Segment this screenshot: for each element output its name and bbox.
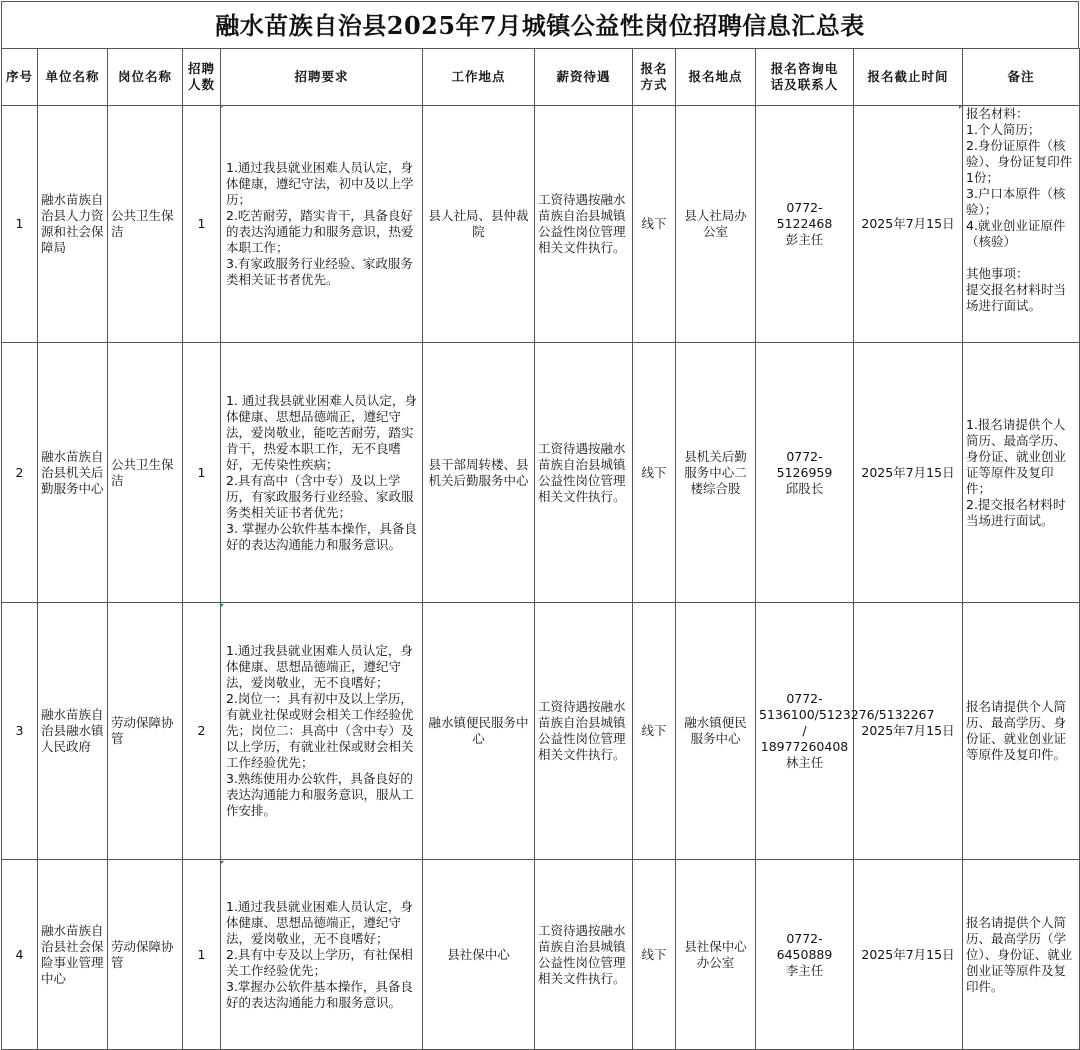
table-row <box>2 860 1080 1050</box>
cell-position: 劳动保障协管 <box>108 860 183 1050</box>
contact-person: 邱股长 <box>785 480 824 496</box>
remark-line: 3.户口本原件（核验）； <box>966 186 1066 217</box>
cell-salary: 工资待遇按融水苗族自治县城镇公益性岗位管理相关文件执行。 <box>535 603 633 860</box>
recruitment-sheet <box>1 1 1079 1048</box>
cell-contact <box>756 860 854 1050</box>
requirement-line: 2.具有中专及以上学历，有社保相关工作经验优先； <box>226 946 413 978</box>
cell-position: 公共卫生保洁 <box>108 106 183 343</box>
cell-requirements <box>221 343 423 603</box>
cell-seq: 4 <box>2 860 38 1050</box>
remark-line: 1.报名请提供个人简历、最高学历、身份证、就业创业证等原件及复印件； <box>966 416 1067 496</box>
header-count-line1: 招聘 <box>187 61 215 76</box>
header-contact-line2: 话及联系人 <box>770 77 839 92</box>
cell-contact <box>756 106 854 343</box>
cell-deadline: 2025年7月15日 <box>854 860 963 1050</box>
page-title: 融水苗族自治县2025年7月城镇公益性岗位招聘信息汇总表 <box>1 1 1079 48</box>
cell-count: 1 <box>183 106 221 343</box>
header-position: 岗位名称 <box>108 49 183 106</box>
requirement-line: 3.熟练使用办公软件，具备良好的表达沟通能力和服务意识，服从工作安排。 <box>226 771 414 818</box>
header-row <box>2 49 1080 106</box>
cell-method: 线下 <box>633 603 676 860</box>
remark-line: 其他事项： <box>966 266 1029 281</box>
header-remarks: 备注 <box>963 49 1080 106</box>
remark-line: 报名请提供个人简历、最高学历、身份证、就业创业证等原件及复印件。 <box>966 699 1067 762</box>
requirement-line: 2.吃苦耐劳，踏实肯干，具备良好的表达沟通能力和服务意识，热爱本职工作； <box>226 208 414 255</box>
cell-location: 县人社局、县仲裁院 <box>423 106 535 343</box>
header-deadline: 报名截止时间 <box>854 49 963 106</box>
contact-person: 李主任 <box>785 962 824 978</box>
comment-marker-icon <box>220 105 224 109</box>
header-contact-line1: 报名咨询电 <box>770 61 839 76</box>
cell-location: 县社保中心 <box>423 860 535 1050</box>
cell-location: 融水镇便民服务中心 <box>423 603 535 860</box>
header-seq: 序号 <box>2 49 38 106</box>
comment-marker-icon <box>959 105 963 109</box>
header-method <box>633 49 676 106</box>
cell-requirements <box>221 603 423 860</box>
requirement-line: 2.具有高中（含中专）及以上学历，有家政服务行业经验、家政服务类相关证书者优先； <box>226 472 414 520</box>
cell-deadline: 2025年7月15日 <box>854 106 963 343</box>
header-salary: 薪资待遇 <box>535 49 633 106</box>
cell-remarks <box>963 860 1080 1050</box>
header-contact <box>756 49 854 106</box>
cell-count: 1 <box>183 343 221 603</box>
cell-reg-place: 县机关后勤服务中心二楼综合股 <box>676 343 756 603</box>
comment-marker-icon <box>220 861 224 865</box>
requirement-line: 1.通过我县就业困难人员认定，身体健康、思想品德端正，遵纪守法，爱岗敬业，无不良嗜好； <box>226 898 413 946</box>
remark-line: 报名材料： <box>966 106 1029 121</box>
requirement-line: 1. 通过我县就业困难人员认定，身体健康、思想品德端正，遵纪守法，爱岗敬业，能吃苦耐劳，踏实肯干，热爱本职工作，无不良嗜好，无传染性疾病； <box>226 392 417 472</box>
cell-method: 线下 <box>633 343 676 603</box>
requirement-line: 1.通过我县就业困难人员认定，身体健康、思想品德端正，遵纪守法，爱岗敬业，无不良嗜好； <box>226 643 413 690</box>
cell-position: 劳动保障协管 <box>108 603 183 860</box>
cell-unit: 融水苗族自治县融水镇人民政府 <box>38 603 108 860</box>
header-reg-place: 报名地点 <box>676 49 756 106</box>
cell-seq: 2 <box>2 343 38 603</box>
header-count <box>183 49 221 106</box>
requirement-line: 2.岗位一：具有初中及以上学历，有就业社保或财会相关工作经验优先；岗位二：具高中（含中专）及以上学历，有就业社保或财会相关工作经验优先； <box>226 691 414 770</box>
header-method-line2: 方式 <box>640 77 668 92</box>
cell-salary: 工资待遇按融水苗族自治县城镇公益性岗位管理相关文件执行。 <box>535 106 633 343</box>
contact-person: 彭主任 <box>785 232 824 247</box>
cell-unit: 融水苗族自治县机关后勤服务中心 <box>38 343 108 603</box>
cell-count: 2 <box>183 603 221 860</box>
requirement-line: 1.通过我县就业困难人员认定，身体健康，遵纪守法，初中及以上学历； <box>226 160 414 207</box>
remark-line: 报名请提供个人简历、最高学历（学位）、身份证、就业创业证等原件及复印件。 <box>966 914 1073 994</box>
cell-location: 县干部周转楼、县机关后勤服务中心 <box>423 343 535 603</box>
cell-salary: 工资待遇按融水苗族自治县城镇公益性岗位管理相关文件执行。 <box>535 860 633 1050</box>
comment-marker-icon <box>220 604 224 608</box>
requirement-line: 3.有家政服务行业经验、家政服务类相关证书者优先。 <box>226 256 413 287</box>
contact-phone: 0772-5126959 <box>776 448 833 480</box>
cell-position: 公共卫生保洁 <box>108 343 183 603</box>
cell-count: 1 <box>183 860 221 1050</box>
cell-method: 线下 <box>633 860 676 1050</box>
requirement-line: 3. 掌握办公软件基本操作，具备良好的表达沟通能力和服务意识。 <box>226 520 417 552</box>
contact-phone: 0772-6450889 <box>776 930 833 962</box>
cell-requirements <box>221 860 423 1050</box>
header-count-line2: 人数 <box>187 77 215 92</box>
cell-remarks <box>963 106 1080 343</box>
remark-line: 2.身份证原件（核验）、身份证复印件1份； <box>966 138 1073 185</box>
contact-phone: 0772-5136100/5123276/5132267 / 18977260408 <box>759 691 935 754</box>
table-row <box>2 343 1080 603</box>
cell-seq: 1 <box>2 106 38 343</box>
remark-line: 4.就业创业证原件（核验） <box>966 218 1066 249</box>
table-row <box>2 106 1080 343</box>
cell-deadline: 2025年7月15日 <box>854 343 963 603</box>
contact-phone: 0772-5122468 <box>776 200 833 231</box>
cell-unit: 融水苗族自治县人力资源和社会保障局 <box>38 106 108 343</box>
cell-salary: 工资待遇按融水苗族自治县城镇公益性岗位管理相关文件执行。 <box>535 343 633 603</box>
cell-method: 线下 <box>633 106 676 343</box>
header-location: 工作地点 <box>423 49 535 106</box>
cell-reg-place: 县社保中心办公室 <box>676 860 756 1050</box>
cell-unit: 融水苗族自治县社会保险事业管理中心 <box>38 860 108 1050</box>
recruitment-table <box>1 48 1080 1050</box>
cell-remarks <box>963 343 1080 603</box>
remark-spacer <box>966 250 1076 266</box>
remark-line: 2.提交报名材料时当场进行面试。 <box>966 496 1066 528</box>
header-method-line1: 报名 <box>640 61 668 76</box>
cell-contact <box>756 343 854 603</box>
header-requirements: 招聘要求 <box>221 49 423 106</box>
header-unit: 单位名称 <box>38 49 108 106</box>
contact-person: 林主任 <box>785 755 824 770</box>
cell-requirements <box>221 106 423 343</box>
cell-deadline: 2025年7月15日 <box>854 603 963 860</box>
cell-reg-place: 融水镇便民服务中心 <box>676 603 756 860</box>
remark-line: 提交报名材料时当场进行面试。 <box>966 282 1067 313</box>
cell-seq: 3 <box>2 603 38 860</box>
cell-reg-place: 县人社局办公室 <box>676 106 756 343</box>
table-row <box>2 603 1080 860</box>
remark-line: 1.个人简历； <box>966 122 1041 137</box>
cell-remarks <box>963 603 1080 860</box>
requirement-line: 3.掌握办公软件基本操作，具备良好的表达沟通能力和服务意识。 <box>226 978 413 1010</box>
